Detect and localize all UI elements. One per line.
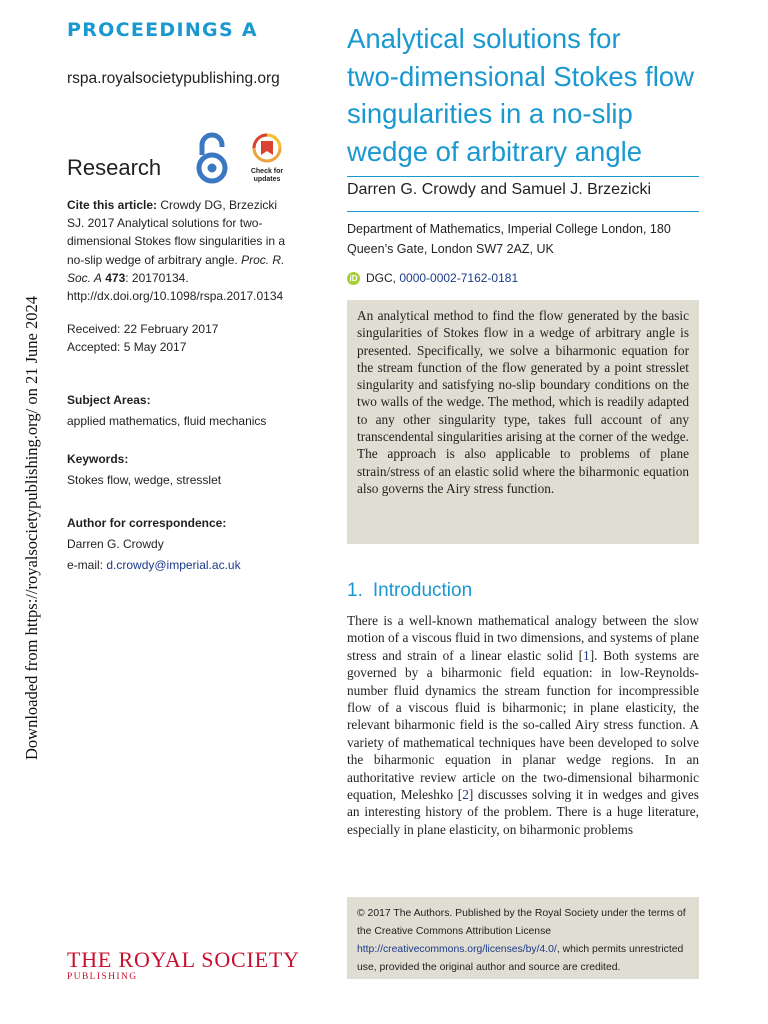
reference-link[interactable]: 2 [462, 787, 469, 803]
section-heading [347, 580, 472, 602]
publisher-subtitle: PUBLISHING [67, 972, 138, 982]
download-notice [2, 262, 41, 762]
title-line: two-dimensional Stokes flow [347, 60, 694, 92]
license-link[interactable]: http://creativecommons.org/licenses/by/4.0/ [357, 944, 557, 955]
correspondence-label: Author for correspondence: [67, 516, 227, 530]
orcid-link[interactable]: 0000-0002-7162-0181 [399, 271, 519, 285]
intro-text: ]. Both systems are governed by a biharmonic field equation: in low-Reynolds-number fluid dynamics the stream function for incompressible flow of a viscous fluid is biharmonic; in plane elasticity, the relevant biharmonic field is the so-called Airy stress function. A variety of mathematical techniques have been developed to solve the biharmonic equation in planar wedge regions. In an authoritative review article on the two-dimensional biharmonic equation, Meleshko [ [347, 647, 699, 803]
article-type: Research [67, 155, 162, 180]
accepted-date: Accepted: 5 May 2017 [67, 340, 187, 354]
intro-text: ] discusses solving it in wedges and gives an interesting history of the problem. There is a huge literature, especially in plane elasticity, on biharmonic problems [347, 787, 699, 837]
cite-label: Cite this article: [67, 198, 158, 212]
check-updates-line1: Check for [250, 168, 284, 175]
check-updates-line2: updates [253, 176, 281, 183]
orcid-initials: DGC, [366, 271, 400, 285]
keywords-label: Keywords: [67, 452, 129, 466]
journal-url[interactable]: rspa.royalsocietypublishing.org [67, 70, 280, 87]
article-title [347, 20, 727, 170]
reference-link[interactable]: 1 [583, 647, 590, 663]
cite-article-number: : 20170134. [125, 270, 189, 285]
license-box [347, 897, 699, 979]
correspondence-name: Darren G. Crowdy [67, 537, 164, 551]
check-updates-icon [245, 133, 289, 163]
citation [67, 196, 297, 305]
cite-text: Crowdy DG, Brzezicki SJ. 2017 Analytical solutions for two-dimensional Stokes flow singularities in a no-slip wedge of arbitrary angle. [67, 198, 286, 267]
journal-name: PROCEEDINGS A [67, 19, 258, 41]
section-title: Introduction [372, 580, 473, 601]
subject-areas-label: Subject Areas: [67, 393, 151, 407]
open-access-icon [194, 133, 230, 185]
title-line: Analytical solutions for [347, 23, 621, 54]
orcid [347, 271, 518, 285]
authors: Darren G. Crowdy and Samuel J. Brzezicki [347, 181, 652, 198]
divider [347, 176, 699, 177]
dates [67, 320, 218, 356]
orcid-icon: iD [347, 272, 360, 285]
subject-areas [67, 391, 266, 430]
email-prefix: e-mail: [67, 558, 107, 572]
divider [347, 211, 699, 212]
affiliation: Department of Mathematics, Imperial College London, 180 Queen’s Gate, London SW7 2AZ, UK [347, 222, 671, 256]
intro-text: There is a well-known mathematical analogy between the slow motion of a viscous fluid in two dimensions, and systems of plane stress and strain of a linear elastic solid [ [347, 613, 699, 663]
introduction-text [347, 612, 699, 838]
subject-areas-value: applied mathematics, fluid mechanics [67, 414, 267, 428]
title-line: wedge of arbitrary angle [347, 135, 643, 167]
check-for-updates-button[interactable] [245, 133, 289, 187]
section-number: 1. [347, 580, 363, 601]
keywords [67, 450, 221, 489]
email-link[interactable]: d.crowdy@imperial.ac.uk [106, 558, 241, 572]
abstract-text: An analytical method to find the flow generated by the basic singularities of Stokes flow in a wedge of arbitrary angle is presented. Specifically, we solve a biharmonic equation for the stream function of the flow generated by a point stresslet singularity and satisfying no-slip boundary conditions on the two walls of the wedge. The method, which is readily adapted to any other singularity type, takes full account of any transcendental singularities arising at the corner of the wedge. The approach is also applicable to problems of plane strain/stress of an elastic solid where the biharmonic equation also governs the Airy stress function. [357, 308, 689, 496]
cite-volume: 473 [101, 270, 126, 285]
keywords-value: Stokes flow, wedge, stresslet [67, 473, 222, 487]
cite-doi-link[interactable]: http://dx.doi.org/10.1098/rspa.2017.0134 [67, 289, 284, 304]
publisher-logo [67, 949, 300, 983]
correspondence [67, 514, 241, 574]
cite-journal: Proc. R. Soc. A [67, 252, 285, 285]
title-line: singularities in a no-slip [347, 98, 633, 129]
publisher-name: THE ROYAL SOCIETY [67, 947, 300, 972]
license-text: , which permits unrestricted use, provided the original author and source are credited. [357, 944, 684, 973]
abstract-box [347, 300, 699, 544]
license-text: © 2017 The Authors. Published by the Royal Society under the terms of the Creative Commons Attribution License [357, 908, 686, 937]
received-date: Received: 22 February 2017 [67, 322, 219, 336]
download-notice-text: Downloaded from https://royalsocietypublishing.org/ on 21 June 2024 [22, 296, 41, 760]
